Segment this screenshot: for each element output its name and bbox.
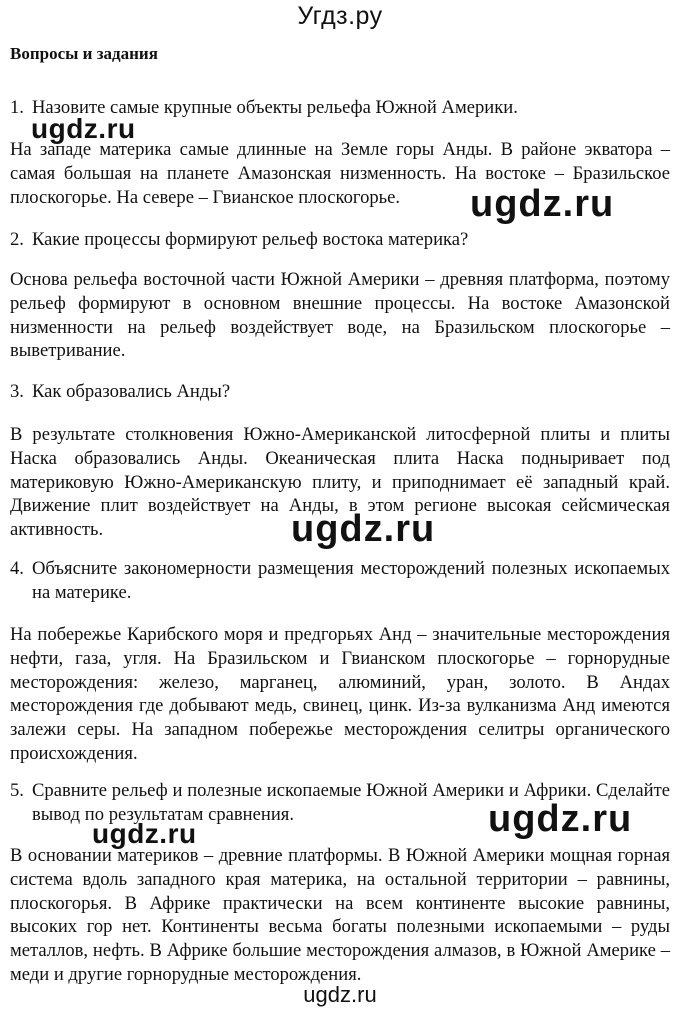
watermark: ugdz.ru	[291, 508, 436, 550]
answer-4: На побережье Карибского моря и предгорьях Анд – значительные месторождения нефти, газа, угля. На Бразильском и Гвианском плоскогорье – горнорудные месторождения: железо, марганец, алюминий, уран, золото. В Андах месторождения где добывают медь, свинец, цинк. Из-за вулканизма Анд имеются залежи серы. На западном побережье месторождения селитры органического происхождения.	[10, 624, 670, 764]
watermark: ugdz.ru	[31, 113, 136, 144]
question-number: 5.	[10, 780, 24, 801]
question-2	[10, 228, 670, 252]
question-text: Сравните рельеф и полезные ископаемые Южной Америки и Африки. Сделайте вывод по результатам сравнения.	[32, 780, 670, 825]
question-number: 3.	[10, 381, 24, 402]
question-number: 4.	[10, 558, 24, 579]
watermark: ugdz.ru	[470, 183, 615, 225]
site-header: Угдз.ру	[297, 2, 383, 30]
question-number: 1.	[10, 97, 24, 118]
question-text: Объясните закономерности размещения месторождений полезных ископаемых на материке.	[32, 558, 670, 603]
question-text: Как образовались Анды?	[32, 381, 231, 402]
answer-5: В основании материков – древние платформы. В Южной Америки мощная горная система вдоль западного края материка, на остальной территории – равнины, плоскогорья. В Африке практически на всем континенте высокие равнины, высоких гор нет. Континенты весьма богаты полезными ископаемыми – руды металлов, нефть. В Африке большие месторождения алмазов, в Южной Америке – меди и другие горнорудные месторождения.	[10, 845, 670, 985]
site-footer: ugdz.ru	[303, 982, 377, 1007]
section-title: Вопросы и задания	[10, 44, 158, 63]
question-text: Какие процессы формируют рельеф востока материка?	[32, 229, 469, 250]
question-3	[10, 380, 670, 404]
answer-3: В результате столкновения Южно-Американской литосферной плиты и плиты Наска образовались Анды. Океаническая плита Наска подныривает под материковую Южно-Американскую плиту, и приподнимает её западный край. Движение плит воздействует на Анды, в этом регионе высокая сейсмическая активность.	[10, 424, 670, 541]
answer-2: Основа рельефа восточной части Южной Америки – древняя платформа, поэтому рельеф формируют в основном внешние процессы. На востоке Амазонской низменности на рельеф воздействует воде, на Бразильском плоскогорье – выветривание.	[10, 269, 670, 362]
question-text: Назовите самые крупные объекты рельефа Южной Америки.	[32, 97, 518, 118]
watermark: ugdz.ru	[92, 818, 197, 849]
question-4	[10, 557, 670, 605]
watermark: ugdz.ru	[488, 798, 633, 840]
question-number: 2.	[10, 229, 24, 250]
answer-1: На западе материка самые длинные на Земле горы Анды. В районе экватора – самая большая на планете Амазонская низменность. На востоке – Бразильское плоскогорье. На севере – Гвианское плоскогорье.	[10, 139, 670, 208]
